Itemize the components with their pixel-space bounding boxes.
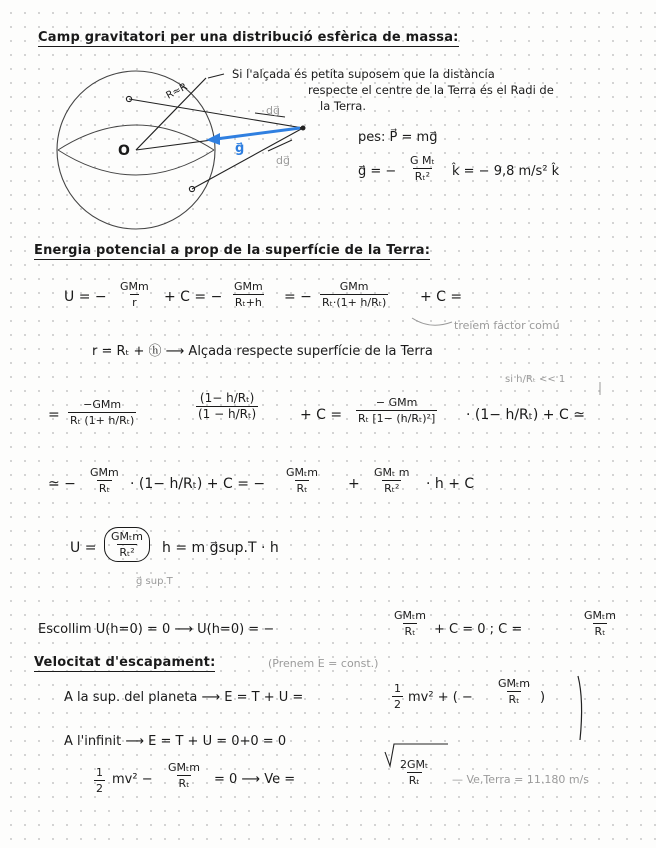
dg-label-top: dg⃗: [266, 104, 280, 117]
g-fraction: $\frac{\text{G Mₜ}}{\text{Rₜ²}}$: [410, 154, 435, 183]
eq4-tail: h = m g⃗sup.T · h: [162, 540, 279, 556]
surface-energy-b: mv² + ( −: [408, 690, 473, 705]
eq3-frac-3: GMₜ m Rₜ²: [374, 466, 410, 495]
escape-root-fraction: 2GMₜ Rₜ: [400, 758, 429, 787]
point-mass: [301, 126, 306, 131]
r-definition: r = Rₜ + ⓗ ⟶ Alçada respecte superfície de la Terra: [92, 344, 433, 359]
infinity-energy: A l'infinit ⟶ E = T + U = 0+0 = 0: [64, 734, 287, 749]
eq3-tail: · h + C: [426, 476, 475, 492]
eq4-lead: U =: [70, 540, 97, 556]
label-pointer: [208, 74, 224, 78]
approximation-note: si h/Rₜ << 1: [505, 374, 566, 385]
eq2-tail: · (1− h/Rₜ) + C ≃: [466, 407, 585, 423]
factor-pointer: [412, 318, 452, 325]
escape-half: $\frac{1}{2}$: [96, 766, 103, 795]
eq3-mid: · (1− h/Rₜ) + C = −: [130, 476, 266, 492]
eq1-a: U = −: [64, 289, 107, 305]
eq1-b: + C = −: [164, 289, 223, 305]
surface-energy-c: ): [540, 690, 546, 705]
note-line-3: la Terra.: [320, 99, 366, 113]
escape-velocity-earth: — Ve,Terra = 11.180 m/s: [452, 773, 589, 786]
eq5-frac-1: GMₜm Rₜ: [394, 609, 426, 638]
section-heading-escape: Velocitat d'escapament:: [34, 655, 216, 670]
eq2-frac-1: −GMm Rₜ (1+ h/Rₜ): [70, 398, 135, 427]
eq1-frac-c: GMm Rₜ·(1+ h/Rₜ): [322, 280, 387, 309]
dg-label-bottom: dg⃗: [276, 154, 290, 167]
eq2-frac-2: $\frac{\text{(1− h/Rₜ)}}{\text{(1 − h/Rₜ)}}$: [198, 391, 257, 421]
weight-equation: pes: P⃗ = mg⃗: [358, 130, 438, 145]
g-label: g⃗: [235, 141, 245, 156]
eq3-lead: ≃ −: [48, 476, 76, 492]
escape-fraction: GMₜm Rₜ: [168, 761, 200, 790]
radius-label: R≈R: [164, 81, 190, 102]
surface-fraction: GMₜm Rₜ: [498, 677, 530, 706]
eq3-frac-2: GMₜm Rₜ: [286, 466, 318, 495]
equator-lower: [58, 150, 214, 175]
eq1-frac-a: GMm r: [120, 280, 149, 309]
brace-right: [578, 676, 582, 740]
eq3-plus: +: [348, 476, 360, 492]
eq1-frac-b: GMm Rₜ+h: [234, 280, 263, 309]
section-heading-potential: Energia potencial a prop de la superfície de la Terra:: [34, 243, 431, 258]
eq3-frac-1: GMm Rₜ: [90, 466, 119, 495]
energy-constant-note: (Prenem E = const.): [268, 657, 379, 670]
g-vector: [216, 128, 300, 139]
common-factor-note: treiem factor comú: [454, 319, 560, 332]
escape-a: mv² −: [112, 772, 153, 787]
surface-half: $\frac{1}{2}$: [394, 682, 401, 711]
eq5-frac-2: GMₜm Rₜ: [584, 609, 616, 638]
eq5-b: + C = 0 ; C =: [434, 622, 523, 637]
g-equation-left: g⃗ = −: [358, 164, 397, 179]
eq2-frac-3: − GMm Rₜ [1− (h/Rₜ)²]: [358, 396, 436, 425]
eq4-under-label: g⃗ sup.T: [136, 576, 173, 587]
page-title: Camp gravitatori per una distribució esfèrica de massa:: [38, 30, 459, 45]
equator-upper: [58, 125, 214, 150]
surface-energy-a: A la sup. del planeta ⟶ E = T + U =: [64, 690, 304, 705]
note-line-2: respecte el centre de la Terra és el Radi de: [308, 83, 554, 97]
g-equation-right: k̂ = − 9,8 m/s² k̂: [452, 164, 560, 179]
eq2-mid: + C =: [300, 407, 343, 423]
eq5-a: Escollim U(h=0) = 0 ⟶ U(h=0) = −: [38, 622, 275, 637]
eq2-lead: =: [48, 407, 60, 423]
note-line-1: Si l'alçada és petita suposem que la distància: [232, 67, 495, 81]
eq1-d: + C =: [420, 289, 463, 305]
eq4-circled-fraction: GMₜm Rₜ²: [104, 527, 150, 562]
center-label: O: [118, 143, 130, 159]
eq1-c: = −: [284, 289, 312, 305]
escape-b: = 0 ⟶ Ve =: [214, 772, 296, 787]
